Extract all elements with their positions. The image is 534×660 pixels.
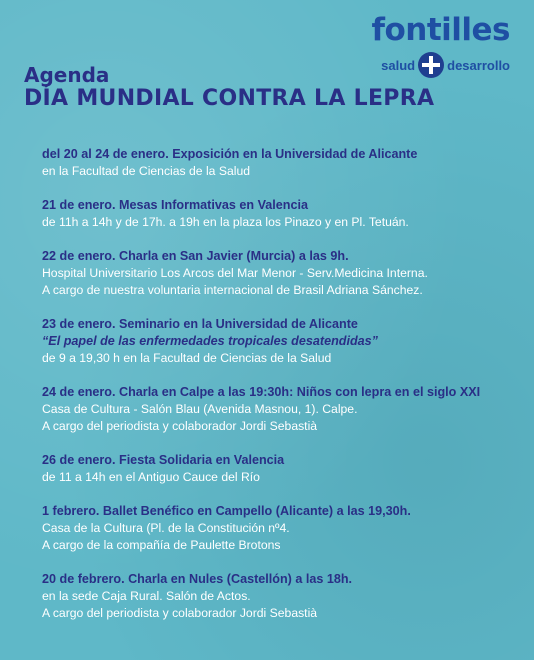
event-detail: A cargo de la compañía de Paulette Brotons [42,538,281,552]
event-item [42,248,524,299]
event-subtitle: “El papel de las enfermedades tropicales desatendidas” [42,334,378,348]
event-list [42,146,524,639]
event-title: 21 de enero. Mesas Informativas en Valencia [42,198,308,212]
event-detail: A cargo del periodista y colaborador Jordi Sebastià [42,606,318,620]
event-detail: Casa de Cultura - Salón Blau (Avenida Masnou, 1). Calpe. [42,402,358,416]
logo-tag-salud: salud [381,57,416,73]
event-detail: de 11 a 14h en el Antiguo Cauce del Río [42,470,260,484]
event-title: 26 de enero. Fiesta Solidaria en Valencia [42,453,285,467]
logo-tag-desarrollo: desarrollo [447,57,510,73]
event-item [42,384,524,435]
event-item [42,146,524,180]
logo-wordmark: fontilles [371,12,510,48]
event-detail: de 11h a 14h y de 17h. a 19h en la plaza los Pinazo y en Pl. Tetuán. [42,215,409,229]
event-item [42,316,524,367]
event-detail: A cargo de nuestra voluntaria internacional de Brasil Adriana Sánchez. [42,283,423,297]
page-title: DÍA MUNDIAL CONTRA LA LEPRA [24,86,435,111]
agenda-heading: Agenda [24,63,110,87]
event-item [42,452,524,486]
event-item [42,571,524,622]
event-title: 22 de enero. Charla en San Javier (Murcia) a las 9h. [42,249,349,263]
event-detail: de 9 a 19,30 h en la Facultad de Ciencias de la Salud [42,351,332,365]
event-title: 1 febrero. Ballet Benéfico en Campello (Alicante) a las 19,30h. [42,504,411,518]
event-detail: Casa de la Cultura (Pl. de la Constitución nº4. [42,521,290,535]
event-title: 20 de febrero. Charla en Nules (Castellón) a las 18h. [42,572,353,586]
event-title: 24 de enero. Charla en Calpe a las 19:30h: Niños con lepra en el siglo XXI [42,385,481,399]
page-header [24,64,434,112]
event-title: del 20 al 24 de enero. Exposición en la Universidad de Alicante [42,147,418,161]
event-item [42,197,524,231]
event-item [42,503,524,554]
event-detail: en la Facultad de Ciencias de la Salud [42,164,250,178]
event-detail: A cargo del periodista y colaborador Jordi Sebastià [42,419,318,433]
event-title: 23 de enero. Seminario en la Universidad de Alicante [42,317,358,331]
event-detail: en la sede Caja Rural. Salón de Actos. [42,589,251,603]
event-detail: Hospital Universitario Los Arcos del Mar Menor - Serv.Medicina Interna. [42,266,428,280]
